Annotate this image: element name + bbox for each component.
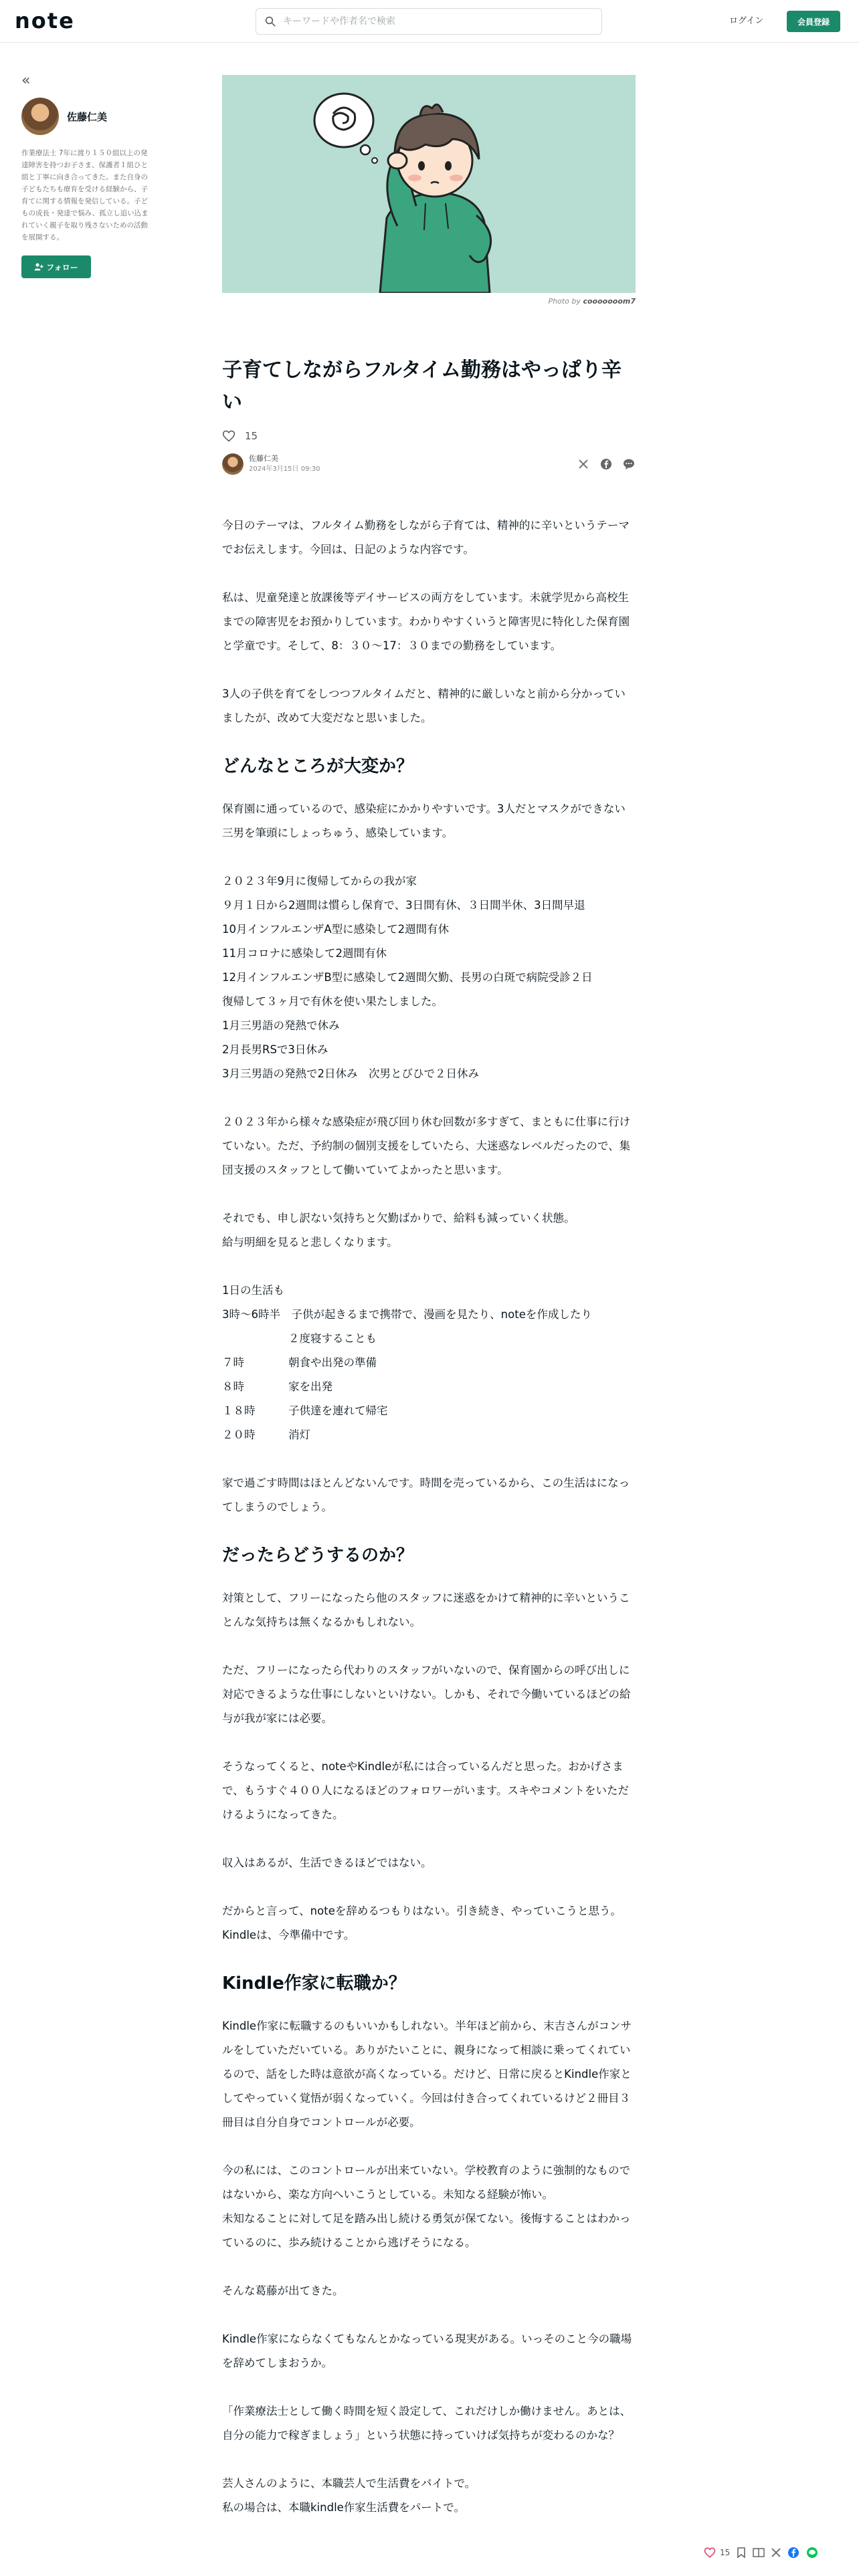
article-title: 子育てしながらフルタイム勤務はやっぱり辛い xyxy=(222,358,622,414)
paragraph: それでも、申し訳ない気持ちと欠勤ばかりで、給料も減っていく状態。 給与明細を見ると悲しくなります。 xyxy=(222,1212,575,1249)
credit-name[interactable]: cooooooom7 xyxy=(583,297,636,306)
paragraph: ２０２３年から様々な感染症が飛び回り休む回数が多すぎて、まともに仕事に行けていない。ただ、予約制の個別支援をしていたら、大迷惑なレベルだったので、集団支援のスタッフとして働いていてよかったと思います。 xyxy=(222,1115,631,1176)
author-bio: 作業療法士 7年に渡り１５０組以上の発達障害を持つお子さま、保護者１組ひと組と丁寧に向き合ってきた。また自身の子どもたちも療育を受ける経験から、子育てに関する情報を発信している。子どもの成長・発達で悩み、孤立し追い込まれていく親子を取り残さないための活動を展開する。 xyxy=(21,149,149,241)
like-count: 15 xyxy=(245,430,258,442)
share-icons xyxy=(577,457,636,471)
author-profile[interactable] xyxy=(21,98,149,135)
meta-author-name[interactable]: 佐藤仁美 xyxy=(249,454,278,463)
paragraph: Kindle作家に転職するのもいいかもしれない。半年ほど前から、末吉さんがコンサルをしていただいている。ありがたいことに、親身になって相談に乗ってくれているので、話をした時は意欲が高くなっている。だけど、日常に戻るとKindle作家としてやっていく覚悟が弱くなっていく。今回は付き合ってくれているけど２冊目３冊目は自分自身でコントロールが必要。 xyxy=(222,2020,632,2129)
paragraph: ただ、フリーになったら代わりのスタッフがいないので、保育園からの呼び出しに対応できるような仕事にしないといけない。しかも、それで今働いているほどの給与が我が家には必要。 xyxy=(222,1664,631,1725)
paragraph: 家で過ごす時間はほとんどないんです。時間を売っているから、この生活はになってしまうのでしょう。 xyxy=(222,1477,630,1513)
paragraph: 保育園に通っているので、感染症にかかりやすいです。3人だとマスクができない三男を筆頭にしょっちゅう、感染しています。 xyxy=(222,802,626,839)
collapse-sidebar-icon[interactable]: « xyxy=(21,72,31,89)
paragraph: 収入はあるが、生活できるほどではない。 xyxy=(222,1856,432,1869)
person-plus-icon xyxy=(34,263,43,271)
section-heading: だったらどうするのか？ xyxy=(222,1545,414,1566)
floating-action-bar xyxy=(704,2547,818,2559)
article xyxy=(222,354,636,2544)
facebook-share-icon[interactable] xyxy=(599,457,613,471)
credit-prefix: Photo by xyxy=(548,297,581,306)
x-share-icon[interactable] xyxy=(577,457,590,471)
hero-image xyxy=(222,75,636,293)
section-heading: どんなところが大変か？ xyxy=(222,756,414,776)
photo-credit xyxy=(222,297,636,306)
paragraph: ２０２３年9月に復帰してからの我が家 ９月１日から2週間は慣らし保育で、3日間有休、３日間半休、3日間早退 10月インフルエンザA型に感染して2週間有休 11月コロナに感染して2週間有休 12月インフルエンザB型に感染して2週間欠勤、長男の白斑で病院受診２日 復帰して３ヶ月で有休を使い果たしました。 1月三男語の発熱で休み 2月長男RSで3日休み 3月三男語の発熱で2日休み 次男とびひで２日休み xyxy=(222,875,593,1080)
follow-button[interactable] xyxy=(21,255,91,278)
paragraph: 3人の子供を育てをしつつフルタイムだと、精神的に厳しいなと前から分かっていましたが、改めて大変だなと思いました。 xyxy=(222,687,626,724)
hero-illustration xyxy=(222,75,636,293)
comment-share-icon[interactable] xyxy=(622,457,636,471)
paragraph: そうなってくると、noteやKindleが私には合っているんだと思った。おかげさまで、もうすぐ４００人になるほどのフォロワーがいます。スキやコメントをいただけるようになってきた。 xyxy=(222,1760,630,1821)
float-like-button[interactable] xyxy=(704,2547,730,2559)
section-heading: Kindle作家に転職か？ xyxy=(222,1973,406,1994)
like-row[interactable] xyxy=(222,429,636,443)
x-share-icon[interactable] xyxy=(771,2548,781,2557)
paragraph: 対策として、フリーになったら他のスタッフに迷惑をかけて精神的に辛いということんな気持ちは無くなるかもしれない。 xyxy=(222,1592,630,1628)
paragraph: 私は、児童発達と放課後等デイサービスの両方をしています。未就学児から高校生までの障害児をお預かりしています。わかりやすくいうと障害児に特化した保育園と学童です。そして、8：３０〜17：３０までの勤務をしています。 xyxy=(222,591,630,652)
paragraph: そんな葛藤が出てきた。 xyxy=(222,2284,344,2297)
heart-icon xyxy=(704,2547,716,2559)
paragraph: だからと言って、noteを辞めるつもりはない。引き続き、やっていこうと思う。Kindleは、今準備中です。 xyxy=(222,1905,622,1941)
paragraph: 「作業療法士として働く時間を短く設定して、これだけしか働けません。あとは、自分の能力で稼ぎましょう」という状態に持っていけば気持ちが変わるのかな？ xyxy=(222,2405,632,2442)
author-avatar[interactable] xyxy=(222,453,244,475)
facebook-share-icon[interactable] xyxy=(787,2547,799,2559)
float-like-count: 15 xyxy=(720,2548,731,2557)
avatar[interactable] xyxy=(21,98,59,135)
article-body xyxy=(222,514,636,2520)
line-share-icon[interactable] xyxy=(806,2547,818,2559)
follow-label: フォロー xyxy=(46,262,78,272)
search-input[interactable] xyxy=(283,16,591,27)
paragraph: 1日の生活も 3時〜6時半 子供が起きるまで携帯で、漫画を見たり、noteを作成したり ２度寝することも ７時 朝食や出発の準備 ８時 家を出発 １８時 子供達を連れて帰宅 ２０時 消灯 xyxy=(222,1284,592,1441)
bookmark-icon[interactable] xyxy=(737,2547,746,2558)
heart-icon[interactable] xyxy=(222,429,235,443)
paragraph: 今の私には、このコントロールが出来ていない。学校教育のように強制的なものではないから、楽な方向へいこうとしている。未知なる経験が怖い。 未知なることに対して足を踏み出し続ける勇気が保てない。後悔することはわかっているのに、歩み続けることから逃げそうになる。 xyxy=(222,2164,631,2249)
login-link[interactable]: ログイン xyxy=(729,16,764,26)
search-box[interactable] xyxy=(256,8,602,35)
paragraph: 今日のテーマは、フルタイム勤務をしながら子育ては、精神的に辛いというテーマでお伝えします。今回は、日記のような内容です。 xyxy=(222,519,630,556)
article-meta xyxy=(222,452,636,476)
signup-button[interactable]: 会員登録 xyxy=(787,11,840,32)
search-icon xyxy=(264,15,276,27)
magazine-icon[interactable] xyxy=(753,2547,765,2558)
site-header xyxy=(0,0,859,43)
paragraph: 芸人さんのように、本職芸人で生活費をバイトで。 私の場合は、本職kindle作家生活費をパートで。 xyxy=(222,2477,476,2514)
publish-date: 2024年3月15日 09:30 xyxy=(249,465,320,473)
paragraph: Kindle作家にならなくてもなんとかなっている現実がある。いっそのこと今の職場を辞めてしまおうか。 xyxy=(222,2333,632,2369)
author-name[interactable]: 佐藤仁美 xyxy=(67,110,108,123)
note-logo[interactable]: note xyxy=(15,8,75,33)
author-sidebar xyxy=(21,74,149,278)
